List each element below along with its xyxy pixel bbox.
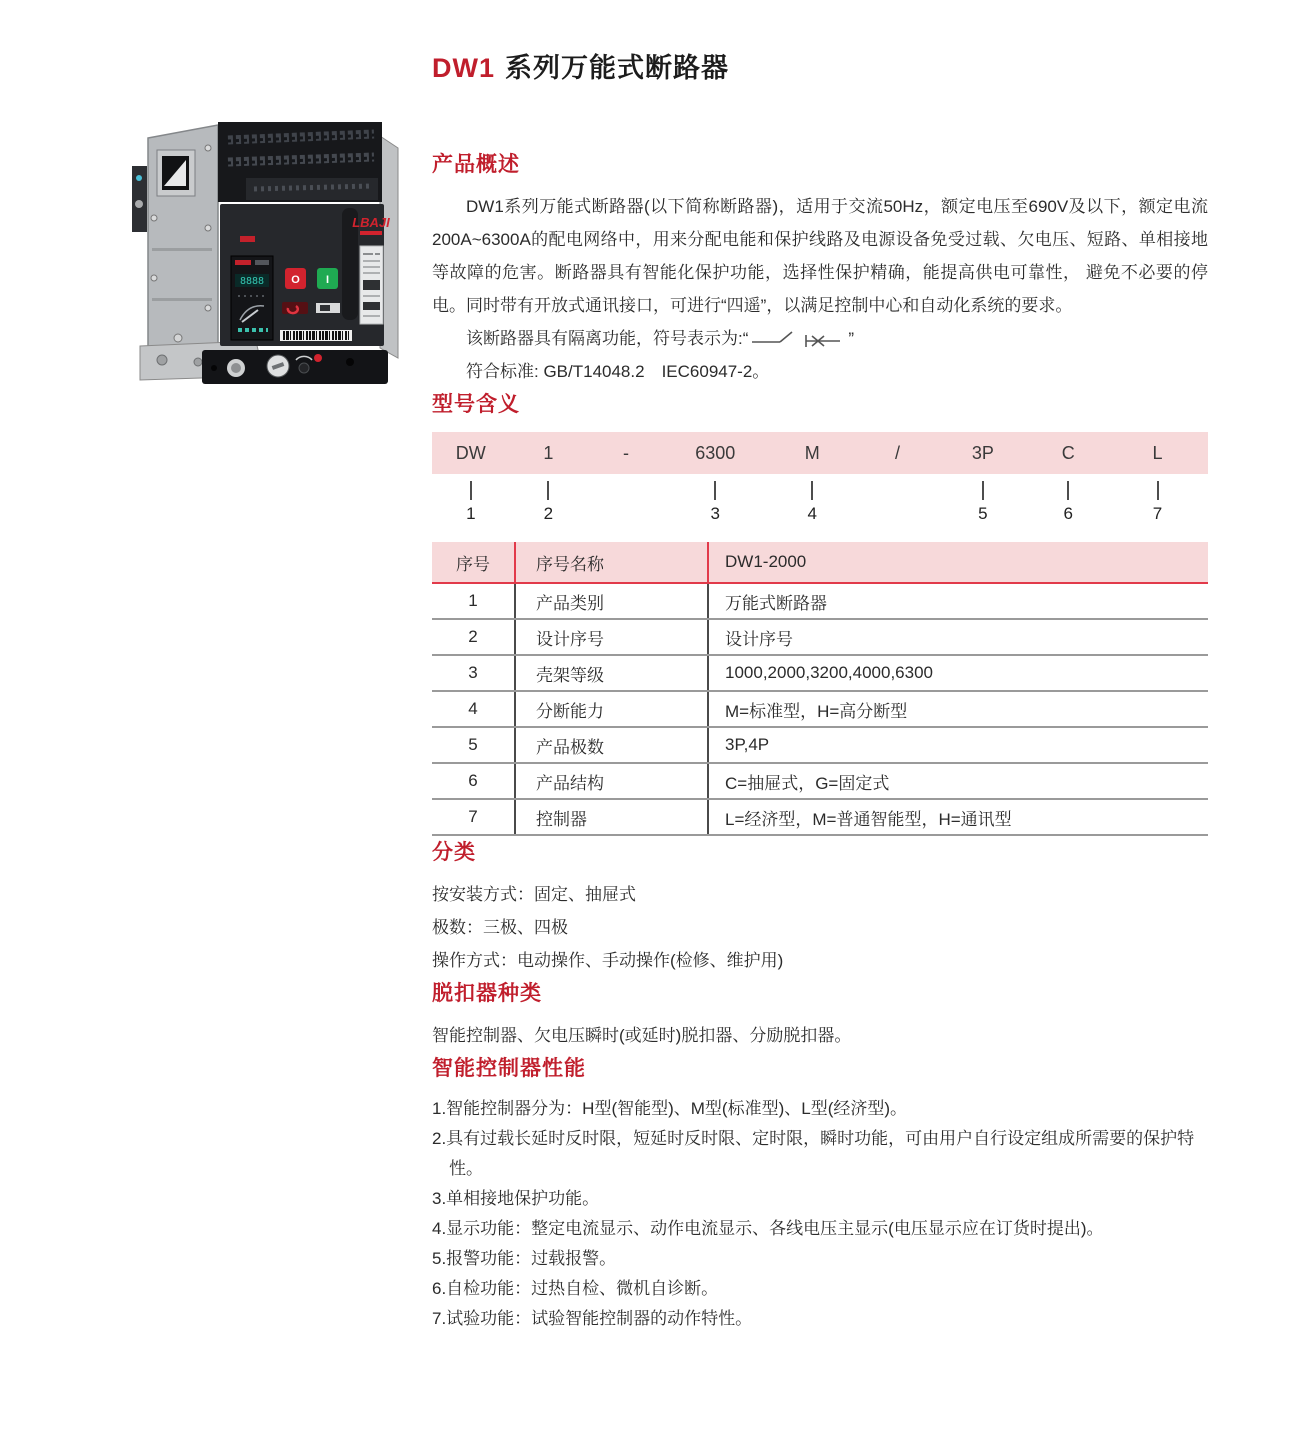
table-row: 2 设计序号 设计序号 — [432, 619, 1208, 655]
model-code-number: 3 — [710, 504, 720, 523]
performance-item: 1.智能控制器分为：H型(智能型)、M型(标准型)、L型(经济型)。 — [432, 1099, 908, 1118]
performance-item: 6.自检功能：过热自检、微机自诊断。 — [432, 1279, 719, 1298]
controller-display-unit — [231, 256, 273, 340]
classification-line: 操作方式：电动操作、手动操作(检修、维护用) — [432, 951, 784, 970]
table-row: 7 控制器 L=经济型，M=普通智能型，H=通讯型 — [432, 799, 1208, 835]
model-code-segment: DW — [455, 442, 486, 463]
tick-line — [547, 481, 549, 500]
display-digits: 8888 — [239, 276, 265, 287]
operating-base — [202, 350, 388, 384]
main-content — [432, 148, 1208, 1334]
model-code-ticks — [432, 476, 1208, 504]
isolation-function-symbol — [750, 328, 846, 348]
trip-button — [314, 354, 322, 362]
tick-line — [714, 481, 716, 500]
model-code-band — [432, 432, 1208, 474]
on-button — [317, 268, 338, 289]
model-table — [432, 542, 1208, 836]
model-code-segment: L — [1152, 442, 1163, 463]
performance-item: 3.单相接地保护功能。 — [432, 1189, 600, 1208]
svg-text:O: O — [291, 274, 300, 286]
table-row: 6 产品结构 C=抽屉式，G=固定式 — [432, 763, 1208, 799]
model-code-number: 4 — [807, 504, 817, 523]
classification-line: 按安装方式：固定、抽屉式 — [432, 885, 636, 904]
table-row: 5 产品极数 3P,4P — [432, 727, 1208, 763]
overview-isolation-line: 该断路器具有隔离功能，符号表示为:“ ” — [466, 329, 855, 348]
status-indicator — [240, 236, 255, 242]
section-heading-trip-units: 脱扣器种类 — [432, 982, 542, 1005]
overview-standards-line: 符合标准: GB/T14048.2 IEC60947-2。 — [466, 362, 770, 381]
col-header-name: 序号名称 — [515, 542, 708, 583]
tick-line — [811, 481, 813, 500]
table-row: 1 产品类别 万能式断路器 — [432, 583, 1208, 619]
page-title-rest: 系列万能式断路器 — [505, 53, 729, 83]
model-code-number: 7 — [1152, 504, 1163, 523]
page-title-model: DW1 — [432, 53, 495, 83]
page-title — [432, 46, 729, 85]
model-code-segment: C — [1061, 442, 1075, 463]
performance-item: 7.试验功能：试验智能控制器的动作特性。 — [432, 1309, 753, 1328]
table-row: 3 壳架等级 1000,2000,3200,4000,6300 — [432, 655, 1208, 691]
product-photo-illustration — [128, 108, 414, 404]
col-header-example: DW1-2000 — [708, 542, 1208, 583]
model-code-segment: M — [804, 442, 820, 463]
model-code-number: 6 — [1063, 504, 1073, 523]
barcode-strip — [280, 330, 352, 341]
table-row: 4 分断能力 M=标准型，H=高分断型 — [432, 691, 1208, 727]
model-code-number: 1 — [466, 504, 476, 523]
section-heading-overview: 产品概述 — [432, 153, 520, 176]
tick-line — [1067, 481, 1069, 500]
performance-item: 5.报警功能：过载报警。 — [432, 1249, 617, 1268]
model-code-segment: / — [895, 442, 901, 463]
section-heading-controller-performance: 智能控制器性能 — [432, 1057, 586, 1080]
controller-performance-list — [432, 1094, 1208, 1334]
off-button — [285, 268, 306, 289]
tick-line — [1157, 481, 1159, 500]
model-code-number — [587, 504, 665, 530]
brand-logo-text: LBAJI — [352, 215, 390, 230]
svg-text:I: I — [325, 274, 330, 286]
col-header-index: 序号 — [432, 542, 515, 583]
section-heading-model-meaning: 型号含义 — [432, 393, 520, 416]
section-heading-classification: 分类 — [432, 841, 476, 864]
model-code-number: 5 — [978, 504, 988, 523]
performance-item: 2.具有过载长延时反时限，短延时反时限、定时限，瞬时功能，可由用户自行设定组成所需要的保护特性。 — [432, 1129, 1195, 1178]
model-code-numbers — [432, 504, 1208, 530]
model-code-number — [859, 504, 937, 530]
performance-item: 4.显示功能：整定电流显示、动作电流显示、各线电压主显示(电压显示应在订货时提出)。 — [432, 1219, 1104, 1238]
overview-paragraph: DW1系列万能式断路器(以下简称断路器)，适用于交流50Hz，额定电压至690V及以下，额定电流200A~6300A的配电网络中，用来分配电能和保护线路及电源设备免受过载、欠电压、短路、单相接地等故障的危害。断路器具有智能化保护功能，选择性保护精确，能提高供电可靠性， 避免不必要的停电。同时带有开放式通讯接口，可进行“四遥”，以满足控制中心和自动化系统的要求。 — [432, 197, 1208, 315]
tick-line — [982, 481, 984, 500]
classification-line: 极数：三极、四极 — [432, 918, 568, 937]
model-code-segment: 3P — [971, 442, 994, 463]
tick-line — [470, 481, 472, 500]
product-photo — [128, 108, 414, 404]
model-code-number: 2 — [543, 504, 554, 523]
classification-lines — [432, 878, 1208, 977]
table-header-row — [432, 542, 1208, 583]
model-code-segment: 1 — [543, 442, 554, 463]
model-code-segment: - — [622, 442, 629, 463]
model-code-segment: 6300 — [695, 442, 736, 463]
rating-label — [360, 246, 383, 324]
trip-units-text: 智能控制器、欠电压瞬时(或延时)脱扣器、分励脱扣器。 — [432, 1026, 852, 1045]
